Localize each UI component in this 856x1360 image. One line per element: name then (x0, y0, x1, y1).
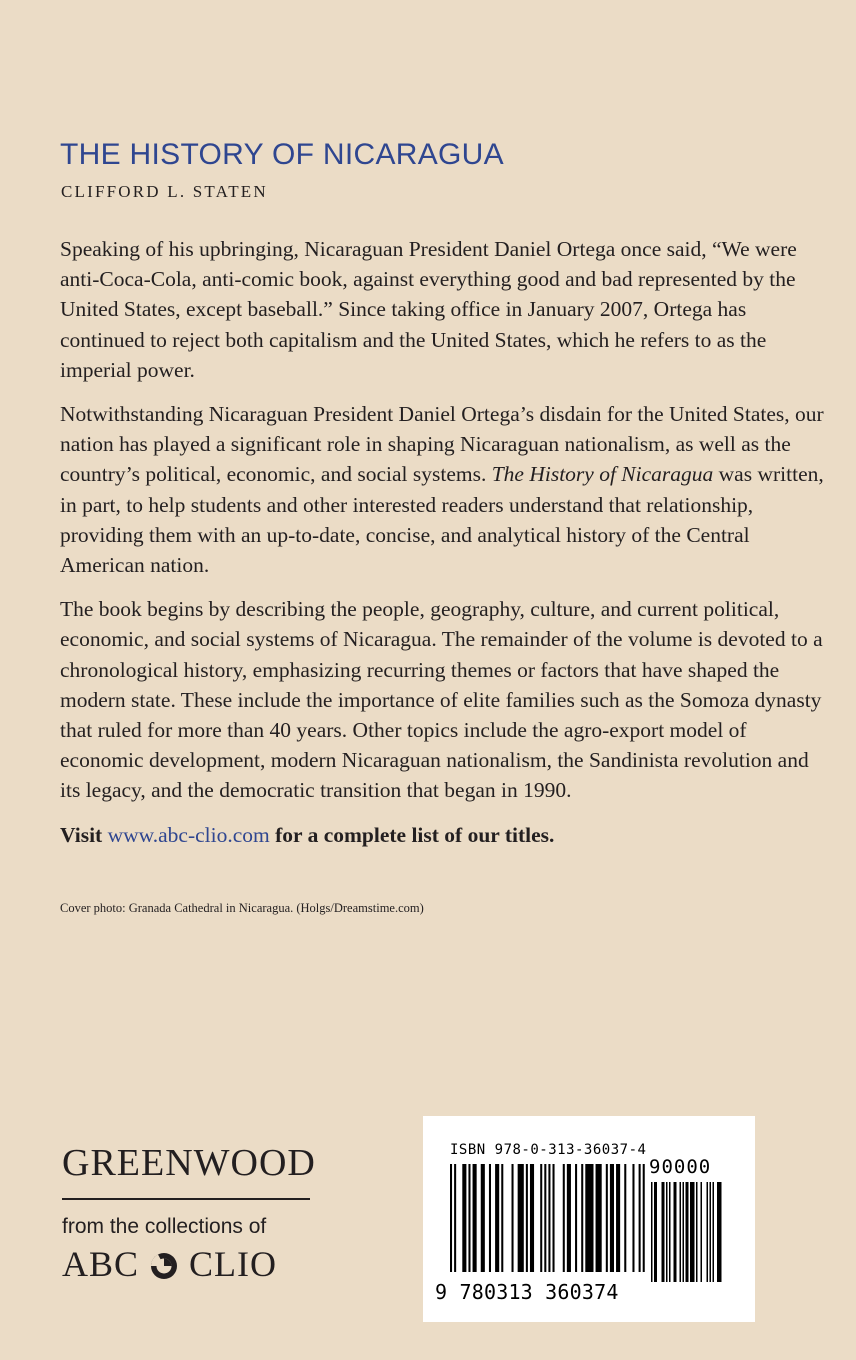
barcode-bar (686, 1182, 689, 1282)
barcode-bar (450, 1164, 452, 1272)
barcode-bar (544, 1164, 546, 1272)
barcode-bar (610, 1164, 614, 1272)
barcode-bar (624, 1164, 626, 1272)
barcode-bar (701, 1182, 703, 1282)
blurb-paragraph-2 (60, 399, 830, 580)
barcode-bar (468, 1164, 470, 1272)
publisher-tagline: from the collections of (62, 1215, 267, 1238)
website-link[interactable]: www.abc-clio.com (107, 822, 270, 847)
barcode-bar (581, 1164, 583, 1272)
barcode-bar (651, 1182, 653, 1282)
barcode-bar (713, 1182, 715, 1282)
visit-line (60, 820, 830, 850)
barcode-bar (616, 1164, 620, 1272)
book-author: CLIFFORD L. STATEN (61, 182, 268, 201)
barcode-bar (585, 1164, 593, 1272)
barcode-bar (530, 1164, 534, 1272)
blurb (60, 234, 830, 864)
barcode-bar (567, 1164, 571, 1272)
book-title: THE HISTORY OF NICARAGUA (60, 138, 504, 171)
visit-prefix: Visit (60, 822, 103, 847)
clio-wordmark: CLIO (189, 1244, 278, 1284)
barcode-bar (710, 1182, 712, 1282)
blurb-paragraph-3: The book begins by describing the people, geography, culture, and current political, economic, and social systems of Nicaragua. The remainder of the volume is devoted to a chronological history, emphasizing recurring themes or factors that have shaped the modern state. These include the importance of elite families such as the Somoza dynasty that ruled for more than 40 years. Other topics include the agro-export model of economic development, modern Nicaraguan nationalism, the Sandinista revolution and its legacy, and the democratic transition that began in 1990. (60, 597, 823, 803)
barcode-bar (518, 1164, 524, 1272)
barcode-bar (707, 1182, 709, 1282)
barcode-bar (489, 1164, 491, 1272)
barcode-bar (473, 1164, 477, 1272)
barcode-bar (512, 1164, 514, 1272)
barcode-bar (596, 1164, 602, 1272)
barcode-bar (563, 1164, 565, 1272)
barcode-bar (548, 1164, 550, 1272)
barcode-bar (553, 1164, 555, 1272)
barcode-bar (575, 1164, 577, 1272)
barcode-bar (654, 1182, 657, 1282)
abc-wordmark: ABC (62, 1244, 140, 1284)
barcode-bar (662, 1182, 665, 1282)
barcode-bar (643, 1164, 645, 1272)
barcode-bar (454, 1164, 456, 1272)
barcode-bar (639, 1164, 641, 1272)
abc-clio-logo (62, 1244, 310, 1284)
abc-clio-swirl-icon (149, 1249, 179, 1279)
cover-photo-credit: Cover photo: Granada Cathedral in Nicaragua. (Holgs/Dreamstime.com) (60, 901, 424, 915)
barcode-bar (690, 1182, 695, 1282)
barcode-bar (481, 1164, 485, 1272)
barcode-bar (495, 1164, 499, 1272)
price-code: 90000 (649, 1156, 712, 1178)
barcode-bar (696, 1182, 698, 1282)
blurb-paragraph-1: Speaking of his upbringing, Nicaraguan President Daniel Ortega once said, “We were anti-Coca-Cola, anti-comic book, against everything good and bad represented by the United States, except baseball.” Since taking office in January 2007, Ortega has continued to reject both capitalism and the United States, which he refers to as the imperial power. (60, 237, 797, 382)
barcode-bar (526, 1164, 528, 1272)
barcode-bar (462, 1164, 466, 1272)
blurb-paragraph-2-rest: was written, in part, to help students and other interested readers understand that relationship, providing them with an up-to-date, concise, and analytical history of the Central American nation. (60, 462, 824, 578)
barcode-digits: 9 780313 360374 (435, 1280, 619, 1304)
barcode-bar (501, 1164, 503, 1272)
publisher-block (62, 1140, 316, 1284)
visit-suffix: for a complete list of our titles. (275, 822, 555, 847)
barcode-bar (540, 1164, 542, 1272)
barcode-bar (669, 1182, 671, 1282)
blurb-paragraph-2-lead: Notwithstanding Nicaraguan President Daniel Ortega’s disdain for the United States, our nation has played a significant role in shaping Nicaraguan nationalism, as well as the country’s political, economic, and social systems. (60, 402, 824, 487)
publisher-name: GREENWOOD (62, 1142, 316, 1184)
barcode-bar (683, 1182, 685, 1282)
barcode-bar (606, 1164, 608, 1272)
barcode-bar (632, 1164, 634, 1272)
isbn-label: ISBN 978-0-313-36037-4 (450, 1142, 647, 1158)
barcode-bar (674, 1182, 677, 1282)
barcode-bar (680, 1182, 682, 1282)
barcode-bar (717, 1182, 722, 1282)
publisher-divider (62, 1198, 310, 1200)
barcode-panel (423, 1116, 755, 1322)
barcode-bar (666, 1182, 668, 1282)
book-title-italic: The History of Nicaragua (491, 462, 714, 487)
